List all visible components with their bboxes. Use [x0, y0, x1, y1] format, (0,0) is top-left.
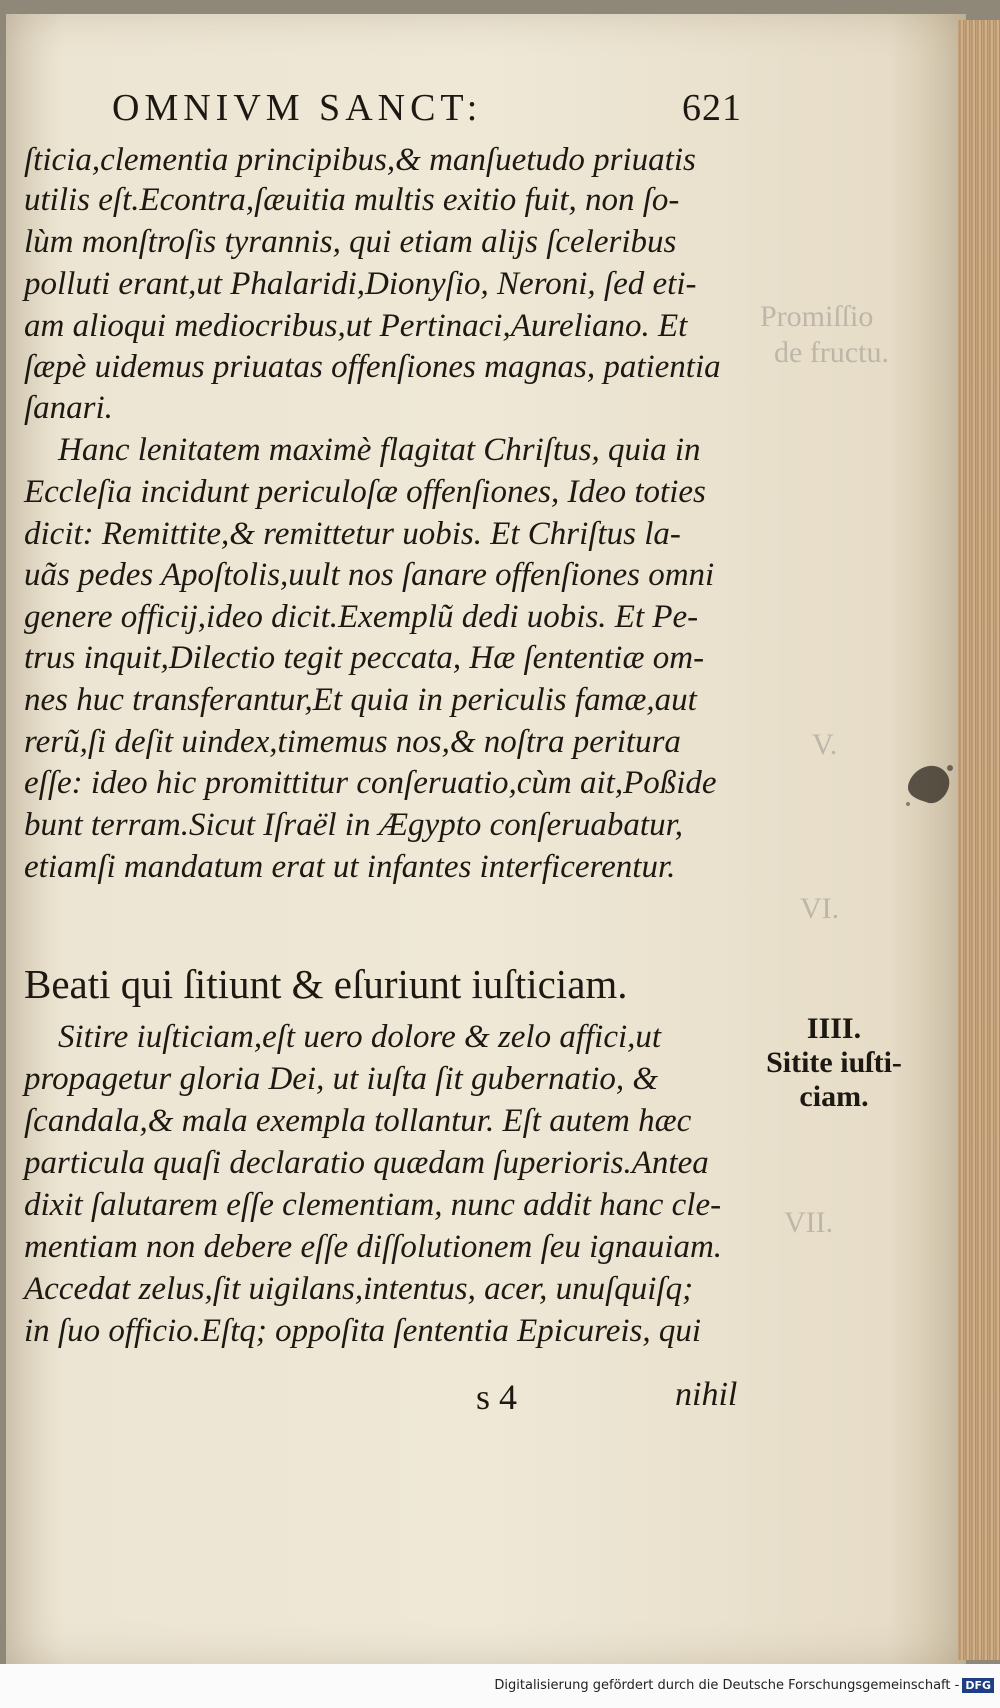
text-line: ſticia,clementia principibus,& manſuetudo priuatis: [24, 142, 696, 178]
text-line: Accedat zelus,ſit uigilans,intentus, acer, unuſquiſq;: [24, 1271, 694, 1307]
catchword: nihil: [675, 1376, 738, 1413]
text-line: uãs pedes Apoſtolis,uult nos ſanare offenſiones omni: [24, 557, 715, 593]
bleed-through-text: Promiſſio: [760, 300, 874, 333]
digitization-credit: [494, 1678, 994, 1693]
text-line: bunt terram.Sicut Iſraël in Ægypto conſeruabatur,: [24, 807, 684, 843]
text-line: dicit: Remittite,& remittetur uobis. Et Chriſtus la-: [24, 516, 681, 552]
text-line: nes huc transferantur,Et quia in periculis famæ,aut: [24, 682, 697, 718]
text-line: ſæpè uidemus priuatas offenſiones magnas, patientia: [24, 349, 721, 385]
page-fore-edge: [958, 20, 1000, 1660]
ink-blot: [900, 750, 960, 820]
text-line: propagetur gloria Dei, ut iuſta ſit gubernatio, &: [24, 1061, 659, 1097]
text-line: lùm monſtroſis tyrannis, qui etiam alijs ſceleribus: [24, 224, 677, 260]
text-line: in ſuo officio.Eſtq; oppoſita ſententia Epicureis, qui: [24, 1313, 702, 1349]
text-line: Eccleſia incidunt periculoſæ offenſiones, Ideo toties: [24, 474, 706, 510]
text-line: genere officij,ideo dicit.Exemplũ dedi uobis. Et Pe-: [24, 599, 699, 635]
margin-numeral: IIII.: [806, 1012, 862, 1045]
margin-note-line: ciam.: [799, 1080, 869, 1113]
text-line: rerũ,ſi deſit uindex,timemus nos,& noſtra peritura: [24, 724, 681, 760]
text-line: utilis eſt.Econtra,ſæuitia multis exitio fuit, non ſo-: [24, 182, 680, 218]
text-line: eſſe: ideo hic promittitur conſeruatio,cùm ait,Poßide: [24, 765, 717, 801]
text-line: etiamſi mandatum erat ut infantes interficerentur.: [24, 849, 676, 885]
signature-mark: s 4: [476, 1377, 518, 1417]
bleed-through-text: V.: [812, 728, 838, 761]
text-line: polluti erant,ut Phalaridi,Dionyſio, Neroni, ſed eti-: [24, 266, 697, 302]
text-line: ſanari.: [24, 390, 113, 426]
text-line: ſcandala,& mala exempla tollantur. Eſt autem hæc: [24, 1103, 692, 1139]
text-line: Sitire iuſticiam,eſt uero dolore & zelo affici,ut: [58, 1019, 662, 1055]
text-line: particula quaſi declaratio quædam ſuperioris.Antea: [24, 1145, 709, 1181]
bleed-through-text: de fructu.: [774, 336, 889, 369]
text-line: mentiam non debere eſſe diſſolutionem ſeu ignauiam.: [24, 1229, 723, 1265]
text-line: am alioqui mediocribus,ut Pertinaci,Aureliano. Et: [24, 308, 688, 344]
section-heading: Beati qui ſitiunt & eſuriunt iuſticiam.: [24, 961, 628, 1007]
bleed-through-text: VI.: [800, 892, 840, 925]
text-line: Hanc lenitatem maximè flagitat Chriſtus, quia in: [58, 432, 701, 468]
running-title: OMNIVM SANCT:: [112, 87, 483, 129]
text-line: dixit ſalutarem eſſe clementiam, nunc addit hanc cle-: [24, 1187, 722, 1223]
page-number: 621: [682, 87, 742, 129]
credit-text: Digitalisierung gefördert durch die Deutsche Forschungsgemeinschaft -: [494, 1678, 960, 1693]
running-header: [112, 86, 742, 130]
text-line: trus inquit,Dilectio tegit peccata, Hæ ſententiæ om-: [24, 640, 705, 676]
margin-note-line: Sitite iuſti-: [766, 1046, 902, 1079]
bleed-through-text: VII.: [784, 1206, 834, 1239]
dfg-logo: DFG: [962, 1678, 994, 1693]
